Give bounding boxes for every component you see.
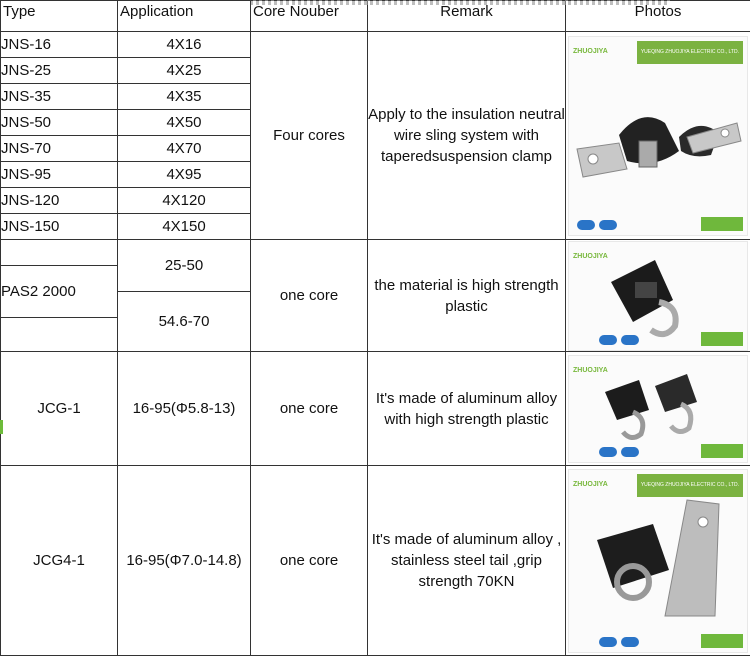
application-cell: 4X150 bbox=[118, 214, 251, 240]
remark-cell: It's made of aluminum alloy , stainless steel tail ,grip strength 70KN bbox=[368, 466, 566, 656]
application-cell: 4X25 bbox=[118, 58, 251, 84]
tension-clamp-illustration bbox=[569, 470, 747, 652]
application-cell: 25-50 bbox=[118, 240, 251, 292]
type-cell: JNS-25 bbox=[1, 58, 118, 84]
header-core-number: Core Nouber bbox=[251, 1, 368, 32]
type-cell: JNS-50 bbox=[1, 110, 118, 136]
brand-logo: ZHUOJIYA bbox=[573, 480, 608, 488]
clipped-heading-fragment bbox=[250, 0, 670, 5]
table-row bbox=[1, 240, 750, 266]
table-row bbox=[1, 32, 750, 58]
application-cell: 4X70 bbox=[118, 136, 251, 162]
type-cell: JNS-150 bbox=[1, 214, 118, 240]
type-cell: JCG-1 bbox=[1, 352, 118, 466]
photo-jcg41 bbox=[566, 466, 750, 656]
core-cell: one core bbox=[251, 466, 368, 656]
core-cell: Four cores bbox=[251, 32, 368, 240]
application-cell: 4X120 bbox=[118, 188, 251, 214]
suspension-clamp-illustration bbox=[569, 37, 747, 235]
product-photo-jns bbox=[568, 36, 748, 236]
application-cell: 4X16 bbox=[118, 32, 251, 58]
type-cell: JCG4-1 bbox=[1, 466, 118, 656]
certification-badge bbox=[577, 220, 595, 230]
brand-logo: ZHUOJIYA bbox=[573, 252, 608, 260]
photo-jcg1 bbox=[566, 352, 750, 466]
photo-jns bbox=[566, 32, 750, 240]
application-cell: 54.6-70 bbox=[118, 292, 251, 352]
remark-cell: It's made of aluminum alloy with high strength plastic bbox=[368, 352, 566, 466]
type-cell-empty bbox=[1, 240, 118, 266]
green-banner bbox=[701, 444, 743, 458]
green-banner bbox=[701, 217, 743, 231]
core-cell: one core bbox=[251, 352, 368, 466]
type-cell: JNS-120 bbox=[1, 188, 118, 214]
type-cell: JNS-35 bbox=[1, 84, 118, 110]
table-row bbox=[1, 352, 750, 466]
table-row bbox=[1, 466, 750, 656]
type-cell: JNS-70 bbox=[1, 136, 118, 162]
certification-badge bbox=[621, 637, 639, 647]
type-cell: JNS-16 bbox=[1, 32, 118, 58]
certification-badge bbox=[599, 637, 617, 647]
application-cell: 4X35 bbox=[118, 84, 251, 110]
product-photo-jcg41 bbox=[568, 469, 748, 653]
product-photo-pas bbox=[568, 241, 748, 351]
remark-cell: Apply to the insulation neutral wire sling system with taperedsuspension clamp bbox=[368, 32, 566, 240]
green-banner bbox=[701, 332, 743, 346]
certification-badge bbox=[599, 335, 617, 345]
type-cell: PAS2 2000 bbox=[1, 266, 118, 318]
certification-badge bbox=[621, 447, 639, 457]
application-cell: 4X50 bbox=[118, 110, 251, 136]
header-row bbox=[1, 1, 750, 32]
certification-badge bbox=[621, 335, 639, 345]
left-edge-marker bbox=[0, 420, 3, 434]
core-cell: one core bbox=[251, 240, 368, 352]
certification-badge bbox=[599, 220, 617, 230]
company-banner: YUEQING ZHUOJIYA ELECTRIC CO., LTD. bbox=[637, 474, 743, 497]
header-type: Type bbox=[1, 1, 118, 32]
type-cell: JNS-95 bbox=[1, 162, 118, 188]
header-photos: Photos bbox=[566, 1, 750, 32]
certification-badge bbox=[599, 447, 617, 457]
type-cell-empty bbox=[1, 318, 118, 352]
application-cell: 16-95(Φ7.0-14.8) bbox=[118, 466, 251, 656]
brand-logo: ZHUOJIYA bbox=[573, 47, 608, 55]
green-banner bbox=[701, 634, 743, 648]
application-cell: 16-95(Φ5.8-13) bbox=[118, 352, 251, 466]
header-application: Application bbox=[118, 1, 251, 32]
photo-pas bbox=[566, 240, 750, 352]
company-banner: YUEQING ZHUOJIYA ELECTRIC CO., LTD. bbox=[637, 41, 743, 64]
application-cell: 4X95 bbox=[118, 162, 251, 188]
brand-logo: ZHUOJIYA bbox=[573, 366, 608, 374]
header-remark: Remark bbox=[368, 1, 566, 32]
product-photo-jcg1 bbox=[568, 355, 748, 463]
remark-cell: the material is high strength plastic bbox=[368, 240, 566, 352]
